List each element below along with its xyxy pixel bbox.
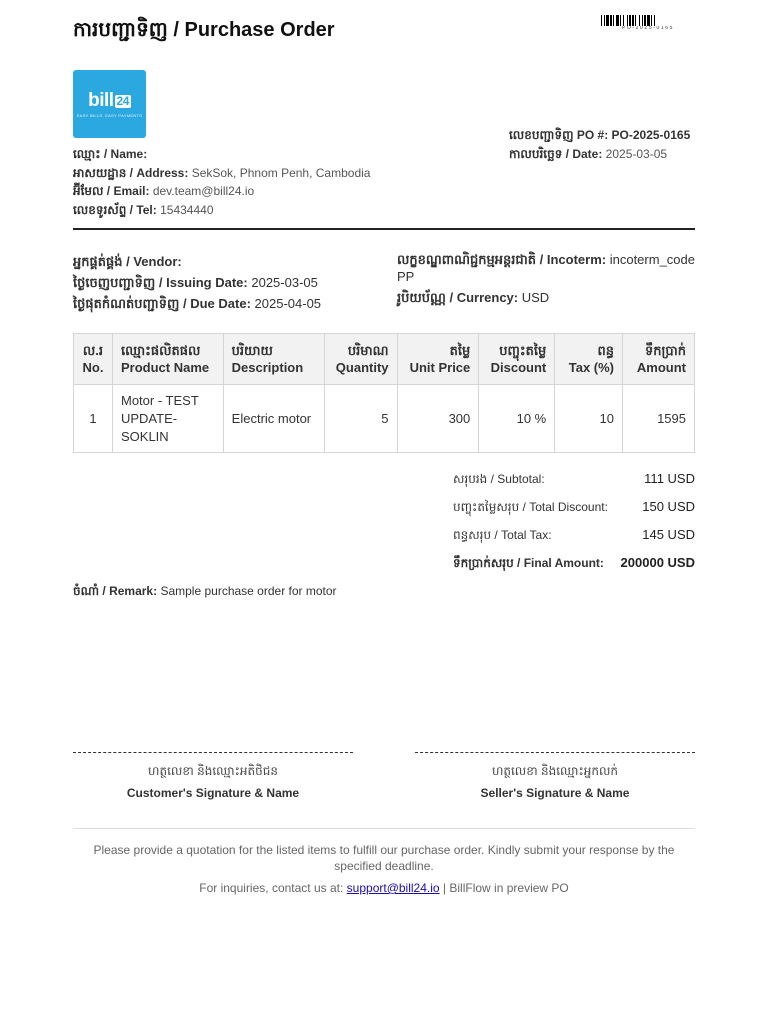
po-number-label: លេខបញ្ជាទិញ PO #: [509, 128, 609, 142]
currency-row [397, 289, 695, 306]
remark [73, 583, 337, 601]
po-date-row [509, 145, 690, 164]
subtotal-value: 111 USD [644, 471, 695, 486]
items-table [73, 333, 695, 453]
company-address-value: SekSok, Phnom Penh, Cambodia [191, 165, 371, 180]
final-amount-row [453, 552, 695, 580]
company-name-label: ឈ្មោះ / Name: [73, 147, 148, 161]
incoterm-value: incoterm_code PP [397, 252, 695, 284]
po-date-label: កាលបរិច្ឆេទ / Date: [509, 146, 603, 161]
seller-signature-en: Seller's Signature & Name [480, 786, 630, 800]
footer [73, 842, 695, 896]
company-name-row [73, 145, 370, 164]
barcode [601, 15, 695, 31]
final-amount-value: 200000 USD [620, 555, 695, 570]
po-meta [509, 126, 690, 163]
company-address-label: អាសយដ្ឋាន / Address: [73, 165, 189, 180]
issuing-date-value: 2025-03-05 [251, 275, 318, 290]
cell-discount: 10 % [479, 385, 555, 453]
footer-divider [73, 828, 695, 829]
seller-signature-line [415, 752, 695, 753]
cell-tax: 10 [555, 385, 623, 453]
cell-no: 1 [74, 385, 113, 453]
final-amount-label: ទឹកប្រាក់សរុប / Final Amount: [453, 556, 604, 570]
po-number-value: PO-2025-0165 [611, 128, 691, 142]
logo-word: bill [88, 90, 114, 111]
issuing-date-label: ថ្ងៃចេញបញ្ជាទិញ / Issuing Date: [73, 275, 248, 290]
po-number-row [509, 126, 690, 145]
company-logo [73, 70, 146, 138]
po-date-value: 2025-03-05 [605, 146, 668, 161]
currency-label: រូបិយប័ណ្ណ / Currency: [397, 290, 519, 305]
col-header-no: ល.រ No. [74, 334, 113, 385]
cell-description: Electric motor [223, 385, 324, 453]
col-header-tax: ពន្ធ Tax (%) [555, 334, 623, 385]
company-email-value: dev.team@bill24.io [152, 184, 255, 198]
total-discount-value: 150 USD [642, 499, 695, 514]
table-header-row [74, 334, 695, 385]
currency-value: USD [521, 290, 550, 305]
barcode-bars [601, 15, 695, 26]
company-tel-row [73, 201, 370, 220]
footer-contact [73, 880, 695, 896]
seller-signature [415, 752, 695, 801]
footer-note: Please provide a quotation for the listed items to fulfill our purchase order. Kindly submit your response by the specified deadline. [93, 843, 675, 873]
company-email-row [73, 182, 370, 201]
cell-quantity: 5 [324, 385, 397, 453]
purchase-order-page [73, 0, 695, 1024]
barcode-bar [655, 15, 656, 26]
cell-product-name: Motor - TEST UPDATE-SOKLIN [112, 385, 223, 453]
col-header-amount: ទឹកប្រាក់ Amount [623, 334, 695, 385]
company-tel-value: 15434440 [160, 202, 214, 217]
footer-contact-suffix: | BillFlow in preview PO [442, 881, 569, 895]
support-email-link[interactable]: support@bill24.io [346, 881, 440, 895]
issuing-date-row [73, 272, 373, 293]
vendor-label: អ្នកផ្គត់ផ្គង់ / Vendor: [73, 254, 182, 269]
col-header-quantity: បរិមាណ Quantity [324, 334, 397, 385]
trade-info [397, 251, 695, 310]
company-email-label: អ៊ីមែល / Email: [73, 184, 150, 198]
customer-signature-line [73, 752, 353, 753]
company-info [73, 145, 370, 219]
subtotal-row [453, 468, 695, 496]
total-discount-row [453, 496, 695, 524]
table-row [74, 385, 695, 453]
due-date-value: 2025-04-05 [254, 296, 322, 311]
footer-contact-prefix: For inquiries, contact us at: [199, 881, 344, 895]
total-tax-value: 145 USD [642, 527, 695, 542]
company-address-row [73, 164, 370, 183]
col-header-discount: បញ្ចុះតម្លៃ Discount [479, 334, 555, 385]
col-header-description: បរិយាយ Description [223, 334, 324, 385]
customer-signature-kh: ហត្ថលេខា និងឈ្មោះអតិថិជន [148, 764, 278, 778]
total-tax-label: ពន្ធសរុប / Total Tax: [453, 528, 552, 542]
totals-summary [453, 468, 695, 580]
total-discount-label: បញ្ចុះតម្លៃសរុប / Total Discount: [453, 500, 608, 514]
subtotal-label: សរុបរង / Subtotal: [453, 472, 545, 486]
col-header-product: ឈ្មោះផលិតផល Product Name [112, 334, 223, 385]
remark-label: ចំណាំ / Remark: [73, 584, 158, 598]
logo-wordmark [88, 90, 131, 112]
logo-number: 24 [116, 93, 129, 108]
incoterm-label: លក្ខខណ្ឌពាណិជ្ជកម្មអន្តរជាតិ / Incoterm: [397, 252, 607, 267]
vendor-row [73, 251, 373, 272]
remark-value: Sample purchase order for motor [160, 584, 337, 598]
customer-signature [73, 752, 353, 801]
cell-unit-price: 300 [397, 385, 479, 453]
incoterm-row [397, 251, 695, 285]
col-header-unit-price: តម្លៃ Unit Price [397, 334, 479, 385]
vendor-info [73, 251, 373, 314]
cell-amount: 1595 [623, 385, 695, 453]
barcode-text: PO-2025-0165 [621, 26, 674, 31]
header-divider [73, 228, 695, 230]
due-date-row [73, 293, 373, 314]
page-title: ការបញ្ជាទិញ / Purchase Order [73, 19, 335, 41]
seller-signature-kh: ហត្ថលេខា និងឈ្មោះអ្នកលក់ [491, 764, 619, 778]
total-tax-row [453, 524, 695, 552]
logo-tagline: EASY BILLS, EASY PAYMENTS [76, 113, 143, 118]
company-tel-label: លេខទូរស័ព្ទ / Tel: [73, 202, 157, 217]
customer-signature-en: Customer's Signature & Name [126, 786, 300, 800]
due-date-label: ថ្ងៃផុតកំណត់បញ្ជាទិញ / Due Date: [73, 296, 251, 311]
